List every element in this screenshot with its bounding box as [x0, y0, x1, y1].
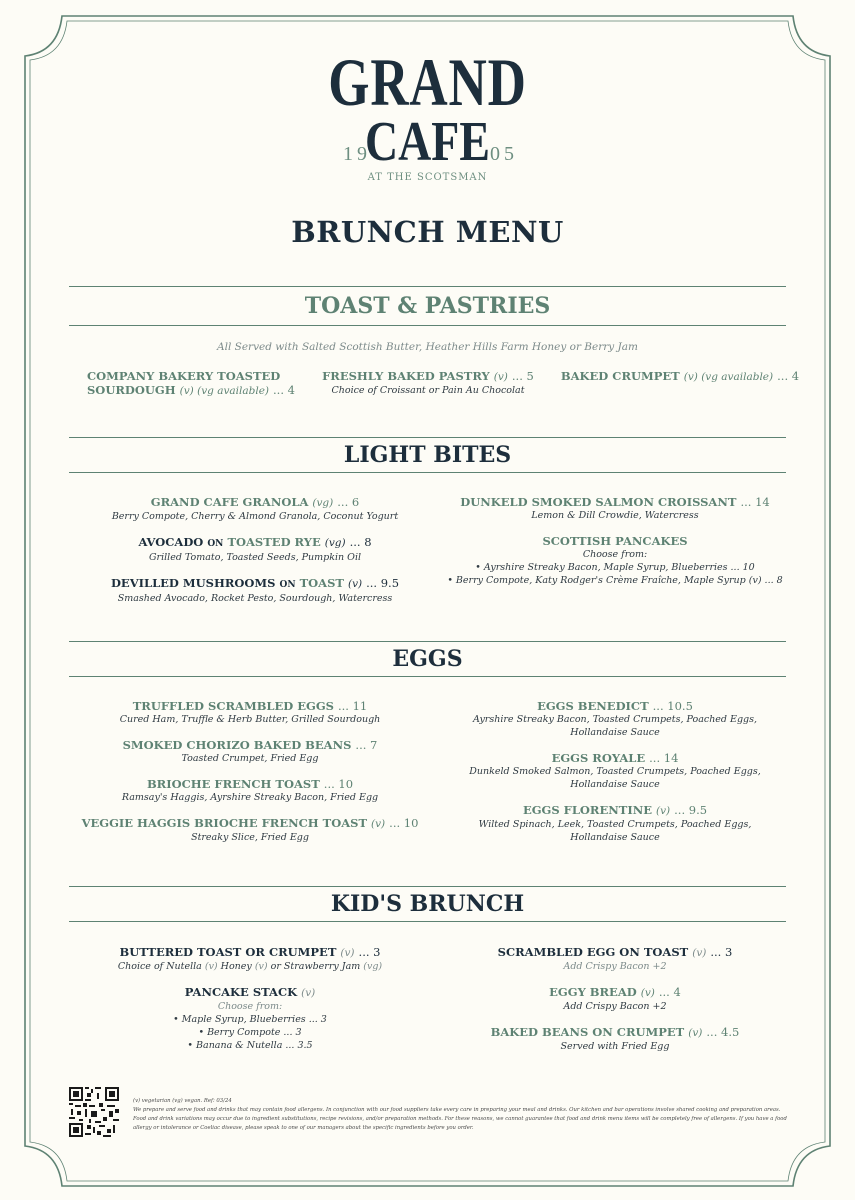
item-description: Add Crispy Bacon +2 [563, 1001, 667, 1012]
item-description: Hollandaise Sauce [570, 727, 660, 738]
item-price: ... 3 [710, 945, 733, 959]
eggs-right-column [440, 699, 790, 856]
choose-label: Choose from: [217, 1001, 283, 1012]
menu-item [440, 534, 790, 587]
item-name: PANCAKE STACK [184, 985, 298, 999]
item-name: COMPANY BAKERY TOASTED [87, 369, 281, 383]
item-name: BAKED BEANS ON CRUMPET [490, 1025, 685, 1039]
menu-item [440, 495, 790, 522]
diet-tag: (v) [347, 578, 363, 590]
item-description: Dunkeld Smoked Salmon, Toasted Crumpets, Poached Eggs, [469, 766, 761, 777]
item-description: Smashed Avocado, Rocket Pesto, Sourdough, Watercress [117, 593, 393, 604]
option-line: • Banana & Nutella ... 3.5 [187, 1040, 313, 1051]
item-description [65, 960, 435, 973]
item-description: Choice of Croissant or Pain Au Chocolat [331, 385, 525, 396]
item-name: EGGS BENEDICT [537, 699, 649, 713]
section-heading-label: LIGHT BITES [343, 442, 512, 468]
diet-tag: (v) (vg available) [683, 371, 774, 383]
light-bites-right-column [440, 495, 790, 599]
menu-item [80, 495, 430, 523]
item-name: VEGGIE HAGGIS BRIOCHE FRENCH TOAST [81, 816, 368, 830]
logo-grand: GRAND [328, 44, 527, 120]
choose-label: Choose from: [582, 549, 648, 560]
menu-item [440, 751, 790, 791]
kids-left-column [65, 945, 435, 1064]
item-price: ... 5 [511, 369, 534, 383]
item-description: Hollandaise Sauce [570, 832, 660, 843]
menu-item [80, 576, 430, 605]
diet-tag: (vg) [363, 961, 383, 972]
diet-tag: (v) [688, 1027, 703, 1039]
item-name: SCRAMBLED EGG ON TOAST [497, 945, 689, 959]
item-price: ... 9.5 [366, 576, 400, 590]
menu-item [313, 369, 543, 397]
option-line: • Berry Compote, Katy Rodger's Crème Fraîche, Maple Syrup (v) ... 8 [447, 575, 783, 586]
logo-year-left: 19 [343, 143, 371, 165]
item-description: Cured Ham, Truffle & Herb Butter, Grilled Sourdough [119, 714, 381, 725]
option-line: • Maple Syrup, Blueberries ... 3 [173, 1014, 327, 1025]
item-description: Served with Fried Egg [560, 1041, 670, 1052]
item-price: ... 9.5 [674, 803, 708, 817]
item-description: Ramsay's Haggis, Ayrshire Streaky Bacon, Fried Egg [121, 792, 379, 803]
menu-item [440, 985, 790, 1013]
menu-item [65, 777, 435, 804]
menu-item [65, 816, 435, 844]
diet-tag: (v) [371, 818, 386, 830]
item-price: ... 4.5 [706, 1025, 740, 1039]
item-price: ... 6 [337, 495, 360, 509]
item-price: ... 3 [358, 945, 381, 959]
item-name: BAKED CRUMPET [560, 369, 680, 383]
menu-item [440, 803, 790, 844]
menu-item [440, 945, 790, 973]
item-name: AVOCADO [138, 535, 204, 549]
section-heading-label: KID'S BRUNCH [330, 891, 525, 917]
item-name-part: TOAST [299, 576, 344, 590]
page-title: BRUNCH MENU [291, 215, 564, 249]
allergen-disclaimer: We prepare and serve food and drinks that may contain food allergens. In conjunction with our food suppliers take every care in preparing your meal and drinks. Our kitchen and bar operations involve shared cooking and preparation areas. Food and drink variations may occur due to ingredient substitutions, recipe revisions, and/or preparation methods. For these reasons, we cannot guarantee that food and drink menu items will be completely free of allergens. If you have a food allergy or intolerance or Coeliac disease, please speak to one of our managers about the specific ingredients before you order. [133, 1107, 787, 1131]
item-price: ... 8 [349, 535, 372, 549]
logo-subtitle: AT THE SCOTSMAN [367, 172, 488, 183]
item-name: EGGS FLORENTINE [522, 803, 652, 817]
item-description: Streaky Slice, Fried Egg [191, 832, 309, 843]
diet-tag: (v) [340, 947, 355, 959]
menu-item [440, 699, 790, 739]
item-price: ... 4 [777, 369, 800, 383]
menu-item [440, 1025, 790, 1053]
menu-item [65, 985, 435, 1052]
menu-item [560, 369, 800, 384]
item-name: DEVILLED MUSHROOMS [110, 576, 276, 590]
light-bites-left-column [80, 495, 430, 617]
item-price: ... 10 [389, 816, 419, 830]
diet-tag: (v) [301, 987, 316, 999]
item-name: TRUFFLED SCRAMBLED EGGS [132, 699, 334, 713]
item-price: ... 7 [355, 738, 378, 752]
eggs-left-column [65, 699, 435, 856]
desc-part: Honey [220, 961, 252, 972]
desc-part: or Strawberry Jam [270, 961, 361, 972]
diet-tag: (v) [656, 805, 671, 817]
item-description: Hollandaise Sauce [570, 779, 660, 790]
item-name: SCOTTISH PANCAKES [542, 534, 688, 548]
diet-tag: (v) [204, 961, 218, 972]
item-price: ... 10 [323, 777, 354, 791]
item-price: ... 14 [649, 751, 679, 765]
section-heading-eggs [69, 641, 786, 677]
section-heading-kids [69, 886, 786, 922]
item-description: Lemon & Dill Crowdie, Watercress [531, 510, 699, 521]
item-name: EGGY BREAD [549, 985, 637, 999]
diet-tag: (v) (vg available) [179, 385, 270, 397]
diet-tag: (v) [493, 371, 508, 383]
item-price: ... 10.5 [652, 699, 693, 713]
item-name: EGGS ROYALE [551, 751, 646, 765]
footer-notes [133, 1097, 788, 1133]
menu-item [87, 369, 317, 398]
toast-intro: All Served with Salted Scottish Butter, Heather Hills Farm Honey or Berry Jam [217, 341, 638, 353]
menu-item [65, 738, 435, 765]
logo-year-right: 05 [490, 143, 518, 165]
option-line: • Berry Compote ... 3 [198, 1027, 302, 1038]
qr-code-icon[interactable] [69, 1087, 119, 1137]
diet-tag: (v) [640, 987, 655, 999]
kids-right-column [440, 945, 790, 1065]
option-line: • Ayrshire Streaky Bacon, Maple Syrup, Blueberries ... 10 [475, 562, 755, 573]
item-description: Wilted Spinach, Leek, Toasted Crumpets, Poached Eggs, [478, 819, 752, 830]
section-heading-toast [69, 286, 786, 326]
item-price: ... 4 [273, 383, 295, 397]
section-heading-label: EGGS [392, 646, 463, 672]
connector-word: ON [279, 580, 296, 590]
menu-item [80, 535, 430, 564]
item-name-part: TOASTED RYE [227, 535, 321, 549]
diet-tag: (vg) [312, 497, 334, 509]
item-name: SOURDOUGH [87, 383, 176, 397]
section-heading-label: TOAST & PASTRIES [304, 293, 551, 319]
item-name: FRESHLY BAKED PASTRY [322, 369, 490, 383]
item-price: ... 11 [337, 699, 368, 713]
item-name: SMOKED CHORIZO BAKED BEANS [122, 738, 352, 752]
section-heading-light-bites [69, 437, 786, 473]
logo-cafe: CAFE [364, 111, 490, 173]
diet-tag: (vg) [324, 537, 346, 549]
item-description: Toasted Crumpet, Fried Egg [181, 753, 319, 764]
item-description: Berry Compote, Cherry & Almond Granola, Coconut Yogurt [111, 511, 399, 522]
item-name: GRAND CAFE GRANOLA [150, 495, 309, 509]
desc-part: Choice of Nutella [117, 961, 202, 972]
menu-item [65, 699, 435, 726]
diet-tag: (v) [254, 961, 268, 972]
item-description: Grilled Tomato, Toasted Seeds, Pumpkin Oil [148, 552, 362, 563]
item-price: ... 4 [658, 985, 681, 999]
item-description: Ayrshire Streaky Bacon, Toasted Crumpets, Poached Eggs, [472, 714, 758, 725]
item-price: ... 14 [740, 495, 770, 509]
item-description: Add Crispy Bacon +2 [563, 961, 667, 972]
connector-word: ON [207, 539, 224, 549]
item-name: BUTTERED TOAST OR CRUMPET [119, 945, 337, 959]
diet-legend: (v) vegetarian (vg) vegan. Ref: 03/24 [133, 1098, 232, 1104]
diet-tag: (v) [692, 947, 707, 959]
item-name: BRIOCHE FRENCH TOAST [146, 777, 320, 791]
item-name: DUNKELD SMOKED SALMON CROISSANT [460, 495, 737, 509]
menu-item [65, 945, 435, 973]
